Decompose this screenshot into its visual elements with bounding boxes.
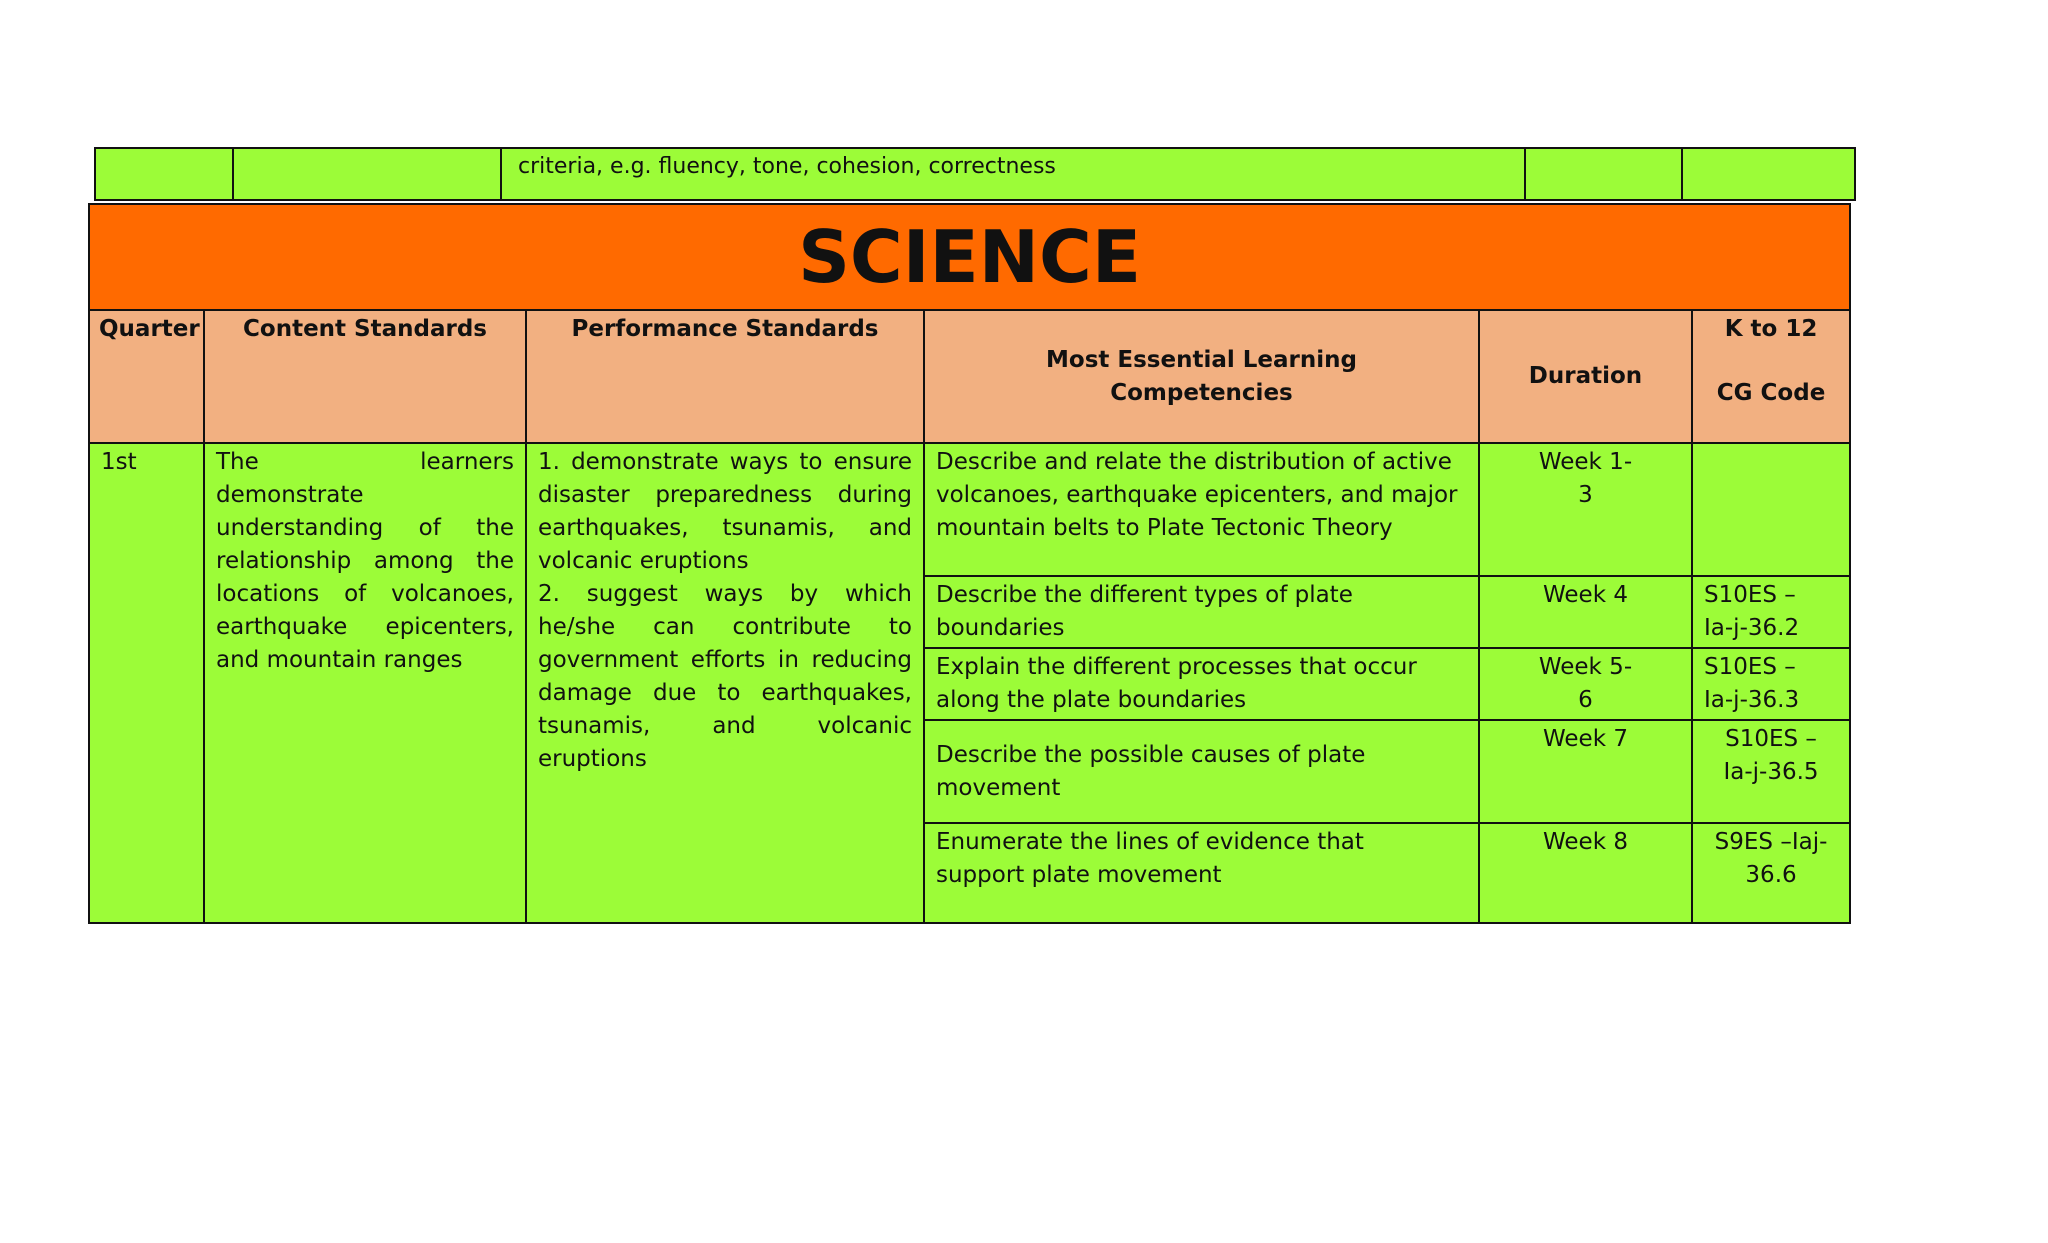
cg-code-text: S9ES –Iaj-36.6: [1714, 829, 1828, 888]
strip-cell-text: criteria, e.g. fluency, tone, cohesion, correctness: [501, 148, 1525, 200]
strip-cell-1: [95, 148, 233, 200]
header-performance-standards: Performance Standards: [526, 310, 924, 443]
header-code-line-2: CG Code: [1716, 380, 1826, 406]
performance-standards-cell: [526, 443, 924, 923]
performance-item-2: 2. suggest ways by which he/she can contribute to government efforts in reducing damage due to earthquakes, tsunamis, and volcanic eruptions: [538, 581, 912, 772]
quarter-cell: 1st: [89, 443, 204, 923]
duration-cell: Week 8: [1479, 823, 1692, 923]
performance-item-1: 1. demonstrate ways to ensure disaster preparedness during earthquakes, tsunamis, and volcanic eruptions: [538, 449, 912, 574]
header-content-standards: Content Standards: [204, 310, 526, 443]
science-title: SCIENCE: [89, 204, 1850, 310]
duration-text: Week 1-3: [1538, 449, 1633, 508]
competency-cell: Describe the possible causes of plate movement: [924, 720, 1479, 823]
strip-cell-5: [1682, 148, 1855, 200]
competency-cell: [924, 823, 1479, 923]
cg-code-cell: [1692, 648, 1850, 720]
duration-cell: [1479, 648, 1692, 720]
duration-cell: Week 4: [1479, 576, 1692, 648]
science-table: [88, 203, 1851, 924]
cg-code-cell: [1692, 443, 1850, 576]
cg-code-text: S10ES –Ia-j-36.2: [1704, 582, 1800, 641]
competency-text: Enumerate the lines of evidence that support plate movement: [936, 829, 1364, 888]
competency-cell: Describe the different types of plate boundaries: [924, 576, 1479, 648]
duration-cell: Week 7: [1479, 720, 1692, 823]
cg-code-text: S10ES –Ia-j-36.3: [1704, 654, 1800, 713]
cg-code-text: S10ES –Ia-j-36.5: [1723, 726, 1819, 785]
strip-cell-2: [233, 148, 501, 200]
header-duration: Duration: [1479, 310, 1692, 443]
cg-code-cell: [1692, 576, 1850, 648]
cg-code-cell: [1692, 823, 1850, 923]
strip-cell-4: [1525, 148, 1682, 200]
header-code-line-1: K to 12: [1724, 316, 1818, 342]
header-melc-line-1: Most Essential Learning: [1046, 346, 1357, 373]
header-melc-line-2: Competencies: [1110, 379, 1293, 406]
competency-cell: Describe and relate the distribution of active volcanoes, earthquake epicenters, and major mountain belts to Plate Tectonic Theory: [924, 443, 1479, 576]
cg-code-cell: [1692, 720, 1850, 823]
header-cg-code: [1692, 310, 1850, 443]
content-standard-cell: The learners demonstrate understanding of the relationship among the locations of volcanoes, earthquake epicenters, and mountain ranges: [204, 443, 526, 923]
duration-text: Week 5-6: [1538, 654, 1633, 713]
header-melc: [924, 310, 1479, 443]
header-quarter: Quarter: [89, 310, 204, 443]
competency-cell: Explain the different processes that occur along the plate boundaries: [924, 648, 1479, 720]
duration-cell: [1479, 443, 1692, 576]
previous-section-strip: [94, 147, 1856, 201]
